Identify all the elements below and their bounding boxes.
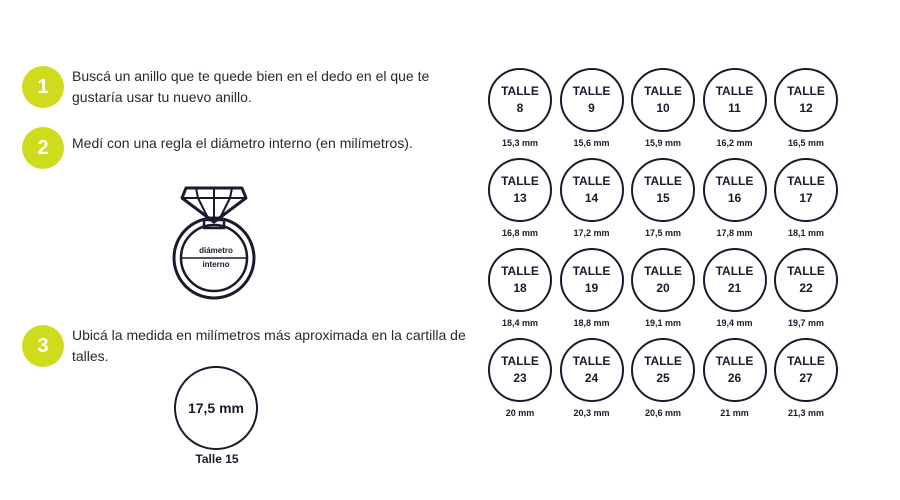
size-number: 10 [656, 101, 670, 115]
size-number: 26 [727, 371, 742, 385]
size-label: TALLE [501, 354, 539, 368]
example-size-label: Talle 15 [195, 452, 239, 466]
size-diameter: 19,7 mm [787, 318, 825, 328]
size-label: TALLE [572, 84, 611, 98]
size-label: TALLE [715, 354, 754, 368]
size-number: 17 [799, 191, 813, 205]
size-diameter: 16,2 mm [716, 138, 753, 148]
size-diameter: 15,3 mm [501, 138, 539, 148]
size-cell [560, 68, 624, 158]
size-cell [703, 338, 767, 428]
size-label: TALLE [501, 84, 539, 98]
size-circle [560, 248, 624, 312]
size-cell [774, 248, 838, 338]
size-diameter: 16,5 mm [787, 138, 825, 148]
size-label: TALLE [787, 174, 825, 188]
step-text: Medí con una regla el diámetro interno (en milímetros). [72, 135, 413, 151]
size-circle [488, 68, 552, 132]
size-circle [631, 68, 695, 132]
size-cell [774, 158, 838, 248]
size-cell [560, 158, 624, 248]
size-cell [774, 68, 838, 158]
size-diameter: 17,8 mm [716, 228, 753, 238]
size-chart [488, 68, 838, 428]
size-number: 14 [584, 191, 599, 205]
example-measure-circle [174, 366, 258, 450]
size-diameter: 15,9 mm [644, 138, 682, 148]
size-number: 9 [588, 101, 595, 115]
size-number: 21 [727, 281, 742, 295]
size-cell [631, 338, 695, 428]
ring-internal-label: interno [202, 260, 230, 269]
size-label: TALLE [787, 354, 825, 368]
size-number: 16 [727, 191, 742, 205]
size-label: TALLE [644, 264, 682, 278]
size-cell [703, 68, 767, 158]
size-diameter: 20,6 mm [644, 408, 682, 418]
step-number-badge: 3 [22, 325, 64, 367]
size-circle [560, 68, 624, 132]
size-number: 19 [584, 281, 599, 295]
step-text: Ubicá la medida en milímetros más aproximada en la cartilla de talles. [72, 327, 466, 364]
size-circle [774, 248, 838, 312]
size-circle [631, 338, 695, 402]
size-number: 20 [656, 281, 670, 295]
size-label: TALLE [644, 84, 682, 98]
size-number: 23 [513, 371, 527, 385]
size-label: TALLE [715, 264, 754, 278]
size-circle [631, 248, 695, 312]
size-diameter: 15,6 mm [573, 138, 610, 148]
size-label: TALLE [644, 354, 682, 368]
size-number: 27 [799, 371, 813, 385]
size-circle [488, 158, 552, 222]
size-diameter: 18,8 mm [573, 318, 610, 328]
size-diameter: 16,8 mm [501, 228, 539, 238]
step-text: Buscá un anillo que te quede bien en el dedo en el que te gustaría usar tu nuevo anillo. [72, 68, 430, 105]
size-cell [488, 248, 552, 338]
size-label: TALLE [501, 264, 539, 278]
size-diameter: 18,1 mm [787, 228, 825, 238]
size-diameter: 18,4 mm [501, 318, 539, 328]
size-number: 15 [656, 191, 670, 205]
size-cell [703, 158, 767, 248]
size-cell [560, 248, 624, 338]
size-cell [631, 248, 695, 338]
size-circle [631, 158, 695, 222]
ring-icon [168, 180, 264, 300]
size-circle [774, 68, 838, 132]
step-3 [22, 325, 472, 367]
size-label: TALLE [572, 174, 611, 188]
step-2 [22, 127, 413, 169]
size-circle [703, 68, 767, 132]
size-cell [703, 248, 767, 338]
size-circle [703, 248, 767, 312]
size-label: TALLE [572, 264, 611, 278]
example-measure: 17,5 mm [187, 400, 245, 416]
size-label: TALLE [715, 84, 754, 98]
size-diameter: 17,5 mm [644, 228, 682, 238]
size-circle [560, 158, 624, 222]
size-cell [774, 338, 838, 428]
size-circle [774, 158, 838, 222]
size-cell [631, 68, 695, 158]
size-diameter: 20,3 mm [573, 408, 610, 418]
size-number: 8 [516, 101, 524, 115]
size-diameter: 21,3 mm [787, 408, 825, 418]
size-circle [560, 338, 624, 402]
ring-diameter-label: diámetro [199, 246, 233, 255]
size-cell [488, 68, 552, 158]
size-number: 13 [513, 191, 527, 205]
step-number-badge: 1 [22, 66, 64, 108]
size-label: TALLE [572, 354, 611, 368]
step-number-badge: 2 [22, 127, 64, 169]
size-cell [560, 338, 624, 428]
size-number: 22 [799, 281, 813, 295]
size-cell [488, 158, 552, 248]
size-label: TALLE [501, 174, 539, 188]
size-label: TALLE [715, 174, 754, 188]
size-number: 18 [513, 281, 527, 295]
size-number: 24 [584, 371, 599, 385]
size-cell [488, 338, 552, 428]
size-diameter: 19,4 mm [716, 318, 753, 328]
size-label: TALLE [787, 264, 825, 278]
ring-diagram [168, 180, 264, 305]
size-circle [488, 338, 552, 402]
size-diameter: 21 mm [720, 408, 749, 418]
size-circle [488, 248, 552, 312]
size-diameter: 17,2 mm [573, 228, 610, 238]
size-circle [774, 338, 838, 402]
size-label: TALLE [787, 84, 825, 98]
size-circle [703, 338, 767, 402]
size-number: 11 [728, 101, 741, 115]
size-label: TALLE [644, 174, 682, 188]
size-number: 12 [799, 101, 813, 115]
size-diameter: 20 mm [505, 408, 535, 418]
size-cell [631, 158, 695, 248]
size-circle [703, 158, 767, 222]
size-number: 25 [656, 371, 670, 385]
size-diameter: 19,1 mm [644, 318, 682, 328]
step-1 [22, 66, 432, 108]
